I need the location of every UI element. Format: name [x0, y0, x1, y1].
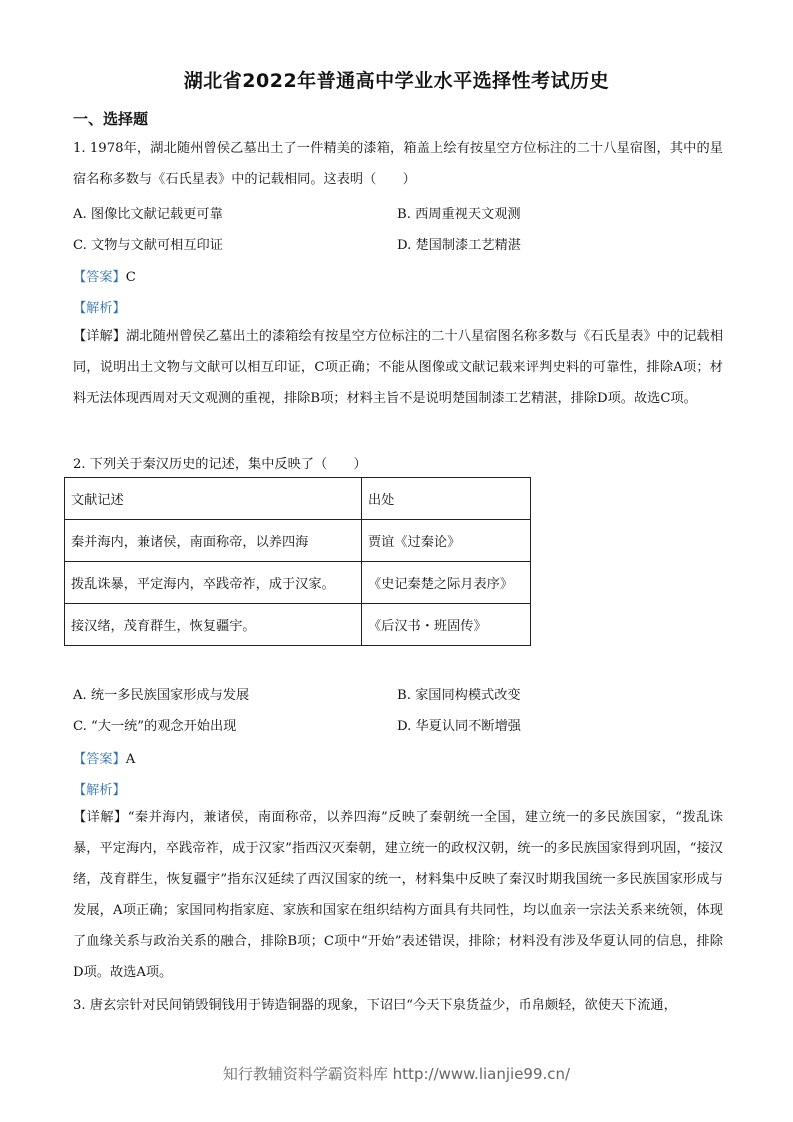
q2-analysis-label: 【解析】: [73, 783, 126, 798]
q1-option-d: D. 楚国制漆工艺精湛: [397, 238, 521, 253]
detail-label: 【详解】: [73, 329, 127, 344]
table-cell: 接汉绪，茂育群生，恢复疆宇。: [65, 604, 362, 646]
table-cell: 拨乱诛暴，平定海内，卒践帝祚，成于汉家。: [65, 562, 362, 604]
q1-detail: [73, 321, 723, 414]
q2-stem: 2. 下列关于秦汉历史的记述，集中反映了（ ）: [73, 457, 367, 472]
q2-option-d: D. 华夏认同不断增强: [397, 719, 521, 734]
table-header-cell: 文献记述: [65, 478, 362, 520]
table-row: [65, 520, 531, 562]
q1-option-c: C. 文物与文献可相互印证: [73, 238, 223, 253]
page-title: 湖北省2022年普通高中学业水平选择性考试历史: [183, 70, 610, 92]
detail-label: 【详解】: [73, 810, 128, 825]
q1-analysis-label: 【解析】: [73, 301, 126, 316]
table-header-row: [65, 478, 531, 520]
q2-detail: [73, 802, 723, 988]
answer-value: A: [125, 752, 136, 767]
answer-label: 【答案】: [73, 270, 126, 285]
table-cell: 《后汉书・班固传》: [362, 604, 531, 646]
answer-value: C: [125, 270, 136, 285]
q1-stem: 1. 1978年，湖北随州曾侯乙墓出土了一件精美的漆箱，箱盖上绘有按星空方位标注的二十八星宿图，其中的星宿名称多数与《石氏星表》中的记载相同。这表明（ ）: [73, 141, 723, 187]
source-table: [64, 477, 531, 646]
footer-watermark: 知行教辅资料学霸资料库 http://www.lianjie99.cn/: [222, 1065, 571, 1083]
q1-option-a: A. 图像比文献记载更可靠: [73, 207, 223, 222]
q2-option-a: A. 统一多民族国家形成与发展: [73, 688, 250, 703]
q2-answer: [73, 748, 135, 767]
table-header-cell: 出处: [362, 478, 531, 520]
answer-label: 【答案】: [73, 752, 126, 767]
detail-text: 湖北随州曾侯乙墓出土的漆箱绘有按星空方位标注的二十八星宿图名称多数与《石氏星表》中的记载相同，说明出土文物与文献可以相互印证，C项正确；不能从图像或文献记载来评判史料的可靠性，排除A项；材料无法体现西周对天文观测的重视，排除B项；材料主旨不是说明楚国制漆工艺精湛，排除D项。故选C项。: [73, 329, 724, 406]
table-cell: 秦并海内，兼诸侯，南面称帝，以养四海: [65, 520, 362, 562]
table-row: [65, 604, 531, 646]
q2-option-c: C. “大一统”的观念开始出现: [73, 719, 237, 734]
q1-option-b: B. 西周重视天文观测: [397, 207, 521, 222]
q2-option-b: B. 家国同构模式改变: [397, 688, 521, 703]
q3-stem: 3. 唐玄宗针对民间销毁铜钱用于铸造铜器的现象，下诏曰“今天下泉货益少，币帛颇轻，欲使天下流通，: [73, 998, 677, 1013]
detail-text: “秦并海内，兼诸侯，南面称帝，以养四海”反映了秦朝统一全国，建立统一的多民族国家，“拨乱诛暴，平定海内，卒践帝祚，成于汉家”指西汉灭秦朝，建立统一的政权汉朝，统一的多民族国家得到巩固，“接汉绪，茂育群生，恢复疆宇”指东汉延续了西汉国家的统一，材料集中反映了秦汉时期我国统一多民族国家形成与发展，A项正确；家国同构指家庭、家族和国家在组织结构方面具有共同性，均以血亲一宗法关系来统领，体现了血缘关系与政治关系的融合，排除B项；C项中“开始”表述错误，排除；材料没有涉及华夏认同的信息，排除D项。故选A项。: [73, 810, 723, 980]
table-row: [65, 562, 531, 604]
section-heading: 一、选择题: [73, 110, 149, 128]
table-cell: 《史记秦楚之际月表序》: [362, 562, 531, 604]
table-cell: 贾谊《过秦论》: [362, 520, 531, 562]
q1-answer: [73, 266, 136, 285]
